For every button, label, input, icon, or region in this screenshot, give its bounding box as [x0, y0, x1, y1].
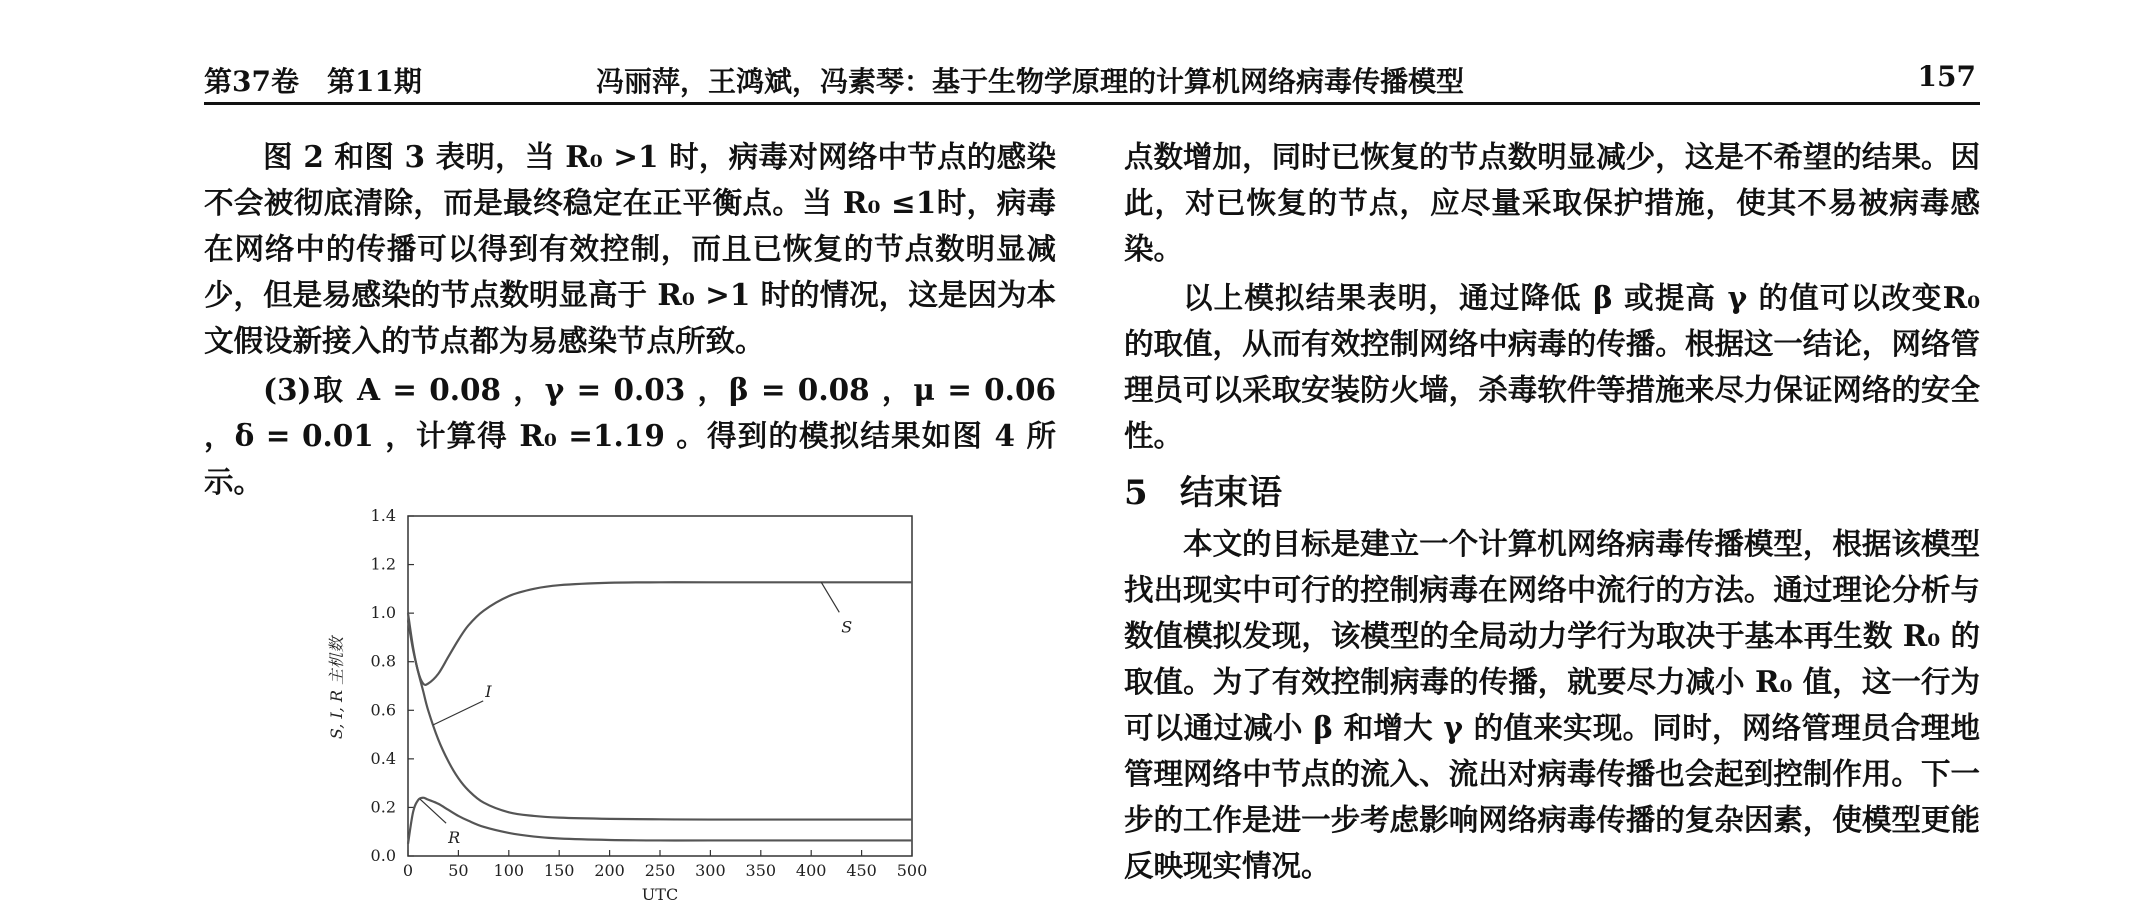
- figure-4-chart: [304, 492, 944, 900]
- text-line: 果。因此，对已恢复的节点，应尽量采取保护措施，使其不: [1124, 139, 1980, 220]
- x-tick-label: 0: [402, 861, 414, 880]
- text-line: 易被病毒感染。: [1124, 185, 1980, 266]
- text-line: 对病毒传播也会起到控制作用。下一步的工作是进一步考虑: [1124, 756, 1980, 837]
- text-line: (3)取 A = 0.08 ，γ = 0.03 ，β = 0.08 ，μ = 0.06 ，δ = 0.01 ，: [204, 372, 1056, 453]
- text-line: 病毒在网络中的传播可以得到有效控制，而且已恢复的节点: [204, 185, 1056, 266]
- x-tick-label: 150: [543, 861, 575, 880]
- series-line-I: [408, 620, 912, 819]
- y-tick-label: 0.2: [370, 797, 396, 817]
- y-tick-label: 1.4: [370, 506, 396, 525]
- x-tick-label: 350: [745, 861, 777, 880]
- text-line: 过理论分析与数值模拟发现，该模型的全局动力学行为取决: [1124, 572, 1980, 653]
- text-line: 影响网络病毒传播的复杂因素，使模型更能反映现实情况。: [1124, 802, 1980, 883]
- page-number: 157: [1917, 60, 1976, 93]
- series-line-S: [408, 582, 912, 685]
- text-line: 证网络的安全性。: [1124, 372, 1980, 453]
- y-tick-label: 0.4: [370, 748, 396, 768]
- x-tick-label: 100: [493, 861, 525, 880]
- y-axis-label: S, I, R 主机数: [327, 636, 346, 740]
- paragraph-simulation-results: [1124, 275, 1980, 459]
- left-column: [204, 134, 1056, 508]
- series-line-R: [408, 798, 912, 844]
- text-line: 本文的目标是建立一个计算机网络病毒传播模型，根据: [1183, 526, 1892, 561]
- text-line: 点数增加，同时已恢复的节点数明显减少，这是不希望的结: [1124, 139, 1892, 174]
- journal-volume: 第37卷 第11期: [204, 65, 422, 98]
- series-label-S: S: [841, 617, 853, 637]
- right-column: [1124, 134, 1980, 892]
- text-line: 染不会被彻底清除，而是最终稳定在正平衡点。当 R₀ ≤1时，: [204, 139, 1056, 220]
- paragraph-figure-discussion: [204, 134, 1056, 364]
- text-line: 以上模拟结果表明，通过降低 β 或提高 γ 的值可以改变: [1183, 280, 1943, 315]
- text-line: 网络管理员可以采取安装防火墙，杀毒软件等措施来尽力保: [1124, 326, 1980, 407]
- x-tick-label: 500: [896, 861, 928, 880]
- text-line: 该模型找出现实中可行的控制病毒在网络中流行的方法。通: [1124, 526, 1980, 607]
- section-title: 结束语: [1180, 473, 1282, 513]
- header-rule: [204, 102, 1980, 105]
- y-tick-label: 1.0: [370, 603, 396, 623]
- annotation-leader: [420, 799, 446, 823]
- x-tick-label: 200: [594, 861, 625, 880]
- text-line: 现。同时，网络管理员合理地管理网络中节点的流入、流出: [1124, 710, 1980, 791]
- y-tick-label: 0.0: [370, 846, 396, 865]
- text-line: 数明显减少，但是易感染的节点数明显高于 R₀ >1 时的情况，: [204, 231, 1056, 312]
- paragraph-parameters: [204, 367, 1056, 505]
- text-line: 这是因为本文假设新接入的节点都为易感染节点所致。: [204, 277, 1056, 358]
- annotation-leader: [433, 701, 483, 725]
- y-tick-label: 0.8: [370, 651, 396, 671]
- y-tick-label: 1.2: [370, 554, 396, 574]
- section-heading: [1124, 469, 1980, 517]
- text-line: R₀ 的取值，从而有效控制网络中病毒的传播。根据这一结论，: [1124, 280, 1980, 361]
- paragraph-conclusion: [1124, 521, 1980, 889]
- x-tick-label: 250: [644, 861, 676, 880]
- x-tick-label: 450: [846, 861, 877, 880]
- text-line: 于基本再生数 R₀ 的取值。为了有效控制病毒的传播，就要尽: [1124, 618, 1980, 699]
- plot-area-frame: [408, 516, 912, 856]
- x-tick-label: 300: [695, 861, 726, 880]
- x-tick-label: 50: [448, 861, 469, 880]
- chart-svg: [304, 492, 944, 900]
- text-line: 图 2 和图 3 表明，当 R₀ >1 时，病毒对网络中节点的感: [263, 139, 1027, 174]
- y-tick-label: 0.6: [370, 700, 396, 720]
- text-line: 力减小 R₀ 值，这一行为可以通过减小 β 和增大 γ 的值来实: [1124, 664, 1980, 745]
- series-label-R: R: [448, 828, 461, 848]
- x-axis-label: UTC: [641, 885, 679, 900]
- text-line: 计算得 R₀ =1.19 。得到的模拟结果如图 4 所示。: [204, 418, 1056, 499]
- paragraph-continuation: [1124, 134, 1980, 272]
- x-tick-label: 400: [795, 861, 827, 880]
- article-running-title: 冯丽萍，王鸿斌，冯素琴：基于生物学原理的计算机网络病毒传播模型: [596, 65, 1465, 98]
- section-number: 5: [1124, 473, 1148, 513]
- series-label-I: I: [485, 681, 492, 701]
- annotation-leader: [821, 582, 839, 612]
- running-header: [204, 56, 1980, 106]
